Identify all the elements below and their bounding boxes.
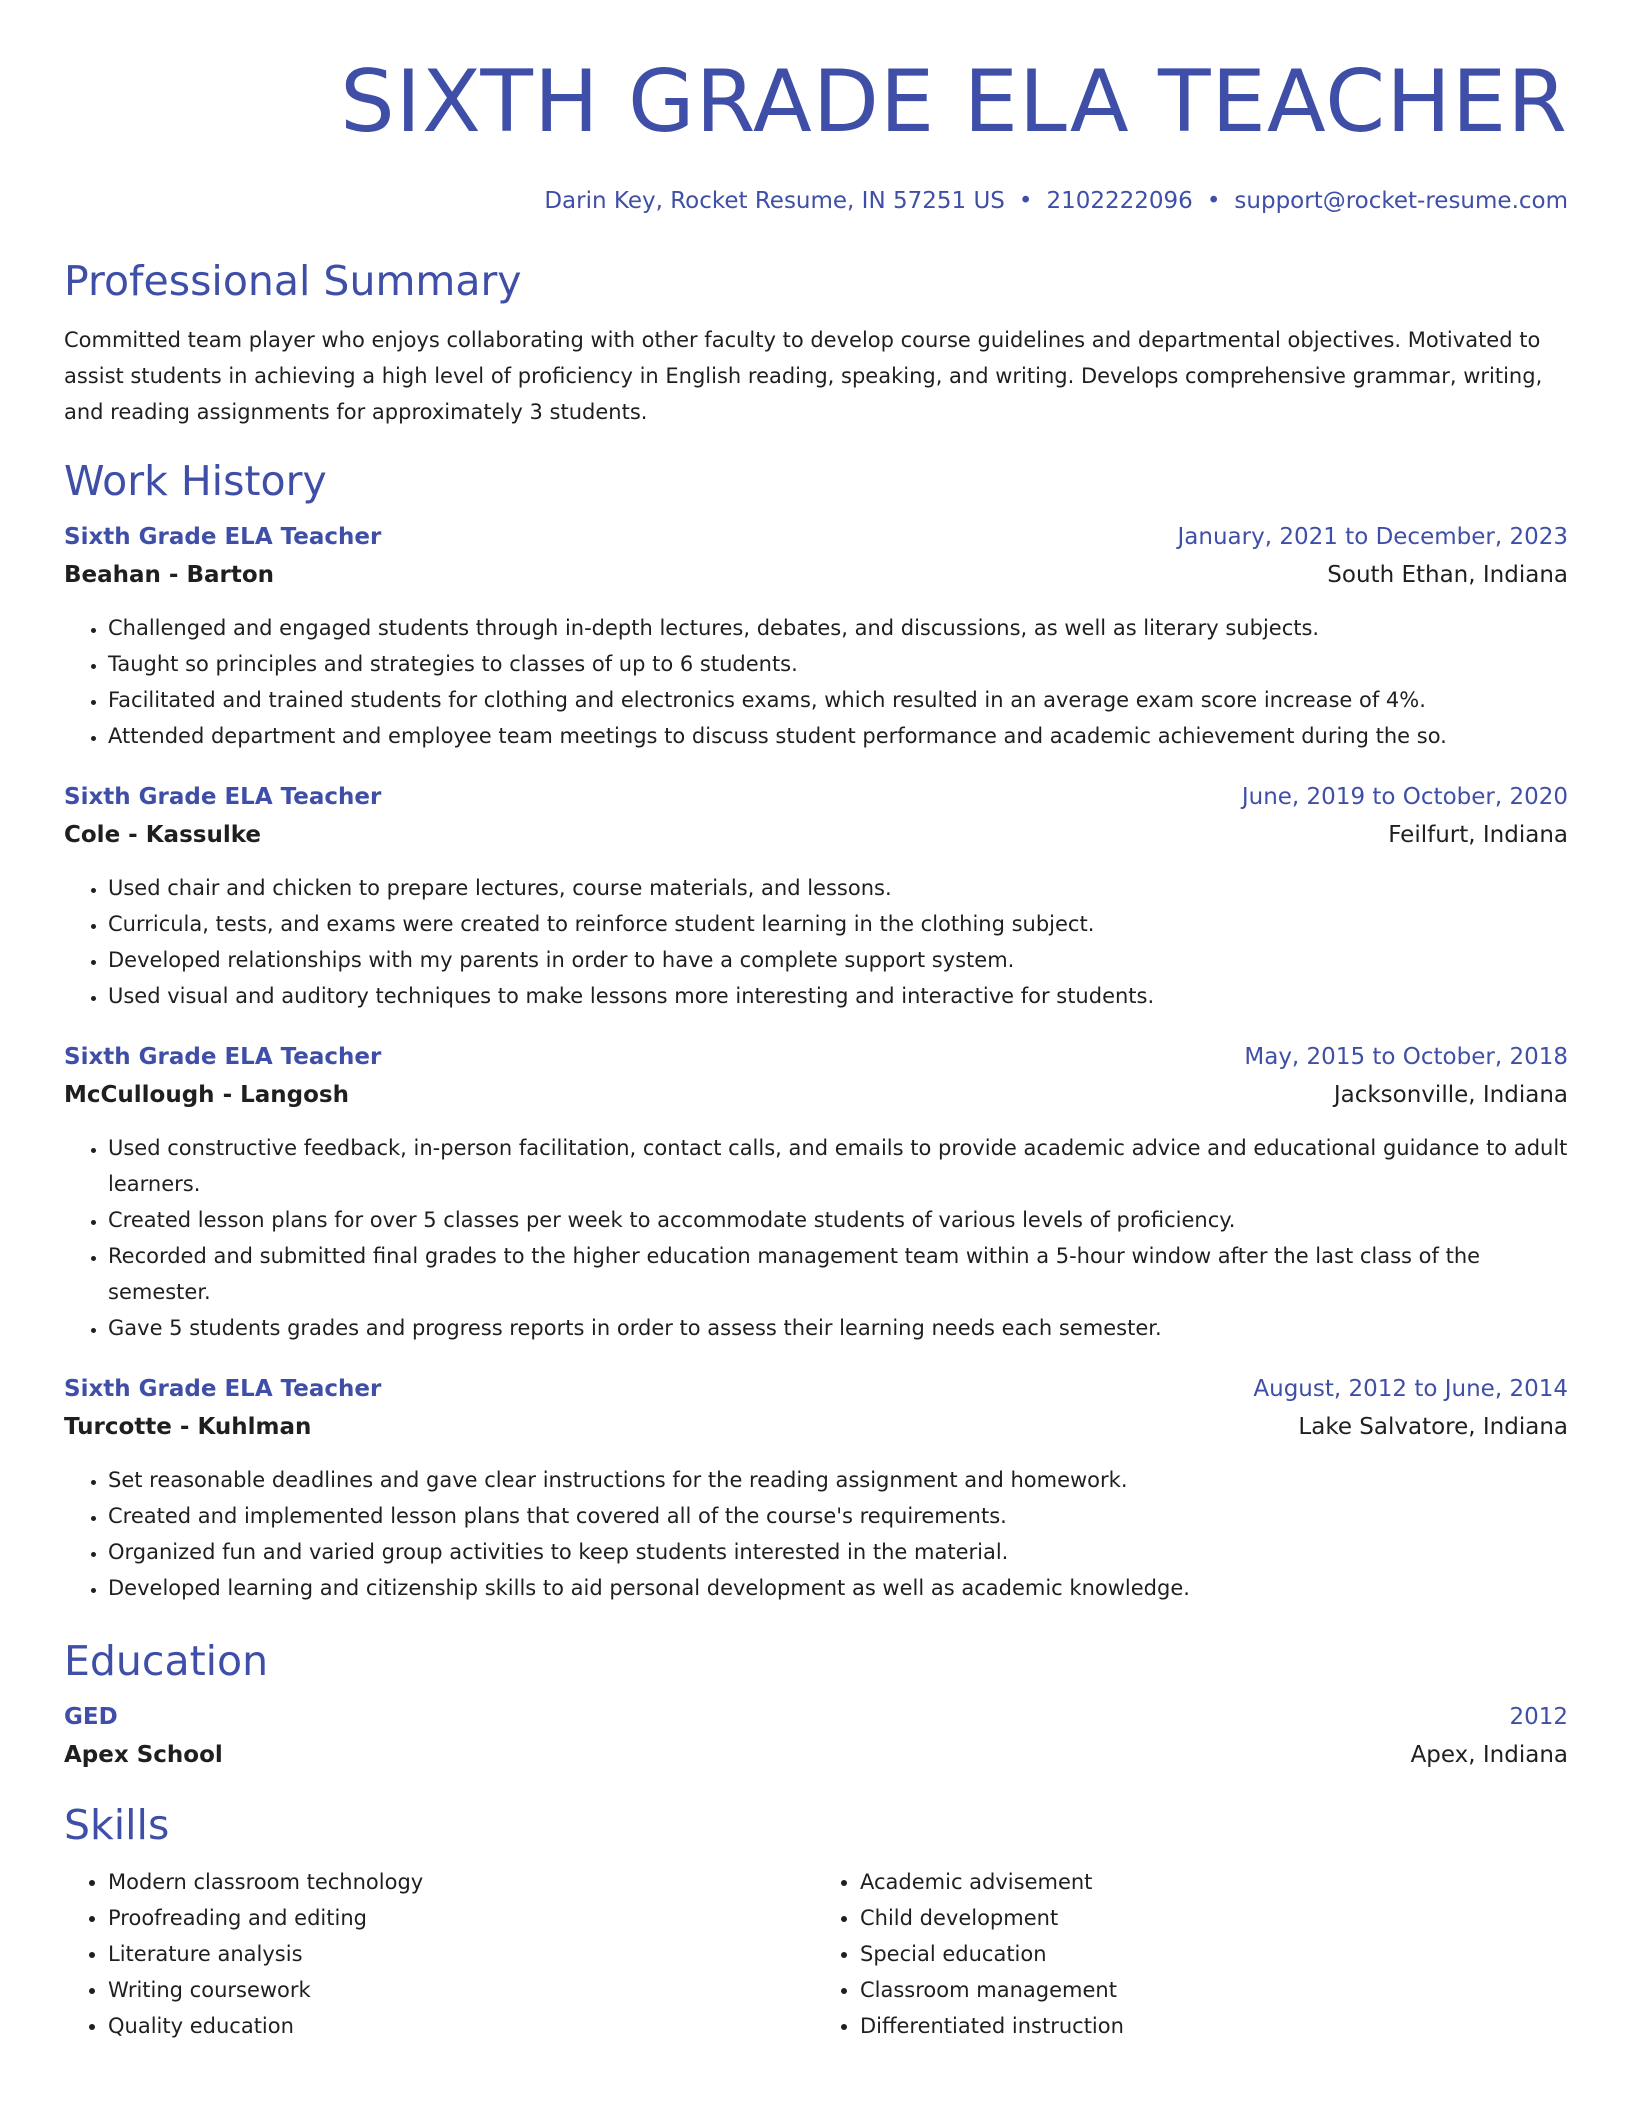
job-company: Cole - Kassulke	[64, 822, 261, 848]
contact-email: support@rocket-resume.com	[1234, 188, 1568, 214]
job-bullet: • Challenged and engaged students through in-depth lectures, debates, and discussions, as well as literary subjects.	[108, 610, 1568, 646]
contact-separator: •	[1018, 188, 1033, 214]
education-degree: GED	[64, 1704, 118, 1730]
education-school: Apex School	[64, 1742, 223, 1768]
job-bullet: • Set reasonable deadlines and gave clear instructions for the reading assignment and homework.	[108, 1462, 1568, 1498]
job-dates: May, 2015 to October, 2018	[1244, 1044, 1568, 1070]
job-company: Beahan - Barton	[64, 562, 275, 588]
contact-separator: •	[1206, 188, 1221, 214]
job-bullet: • Developed learning and citizenship skills to aid personal development as well as academic knowledge.	[108, 1570, 1568, 1606]
skills-column-right	[816, 1864, 1568, 2044]
job-bullets	[64, 1462, 1568, 1606]
job-bullet: • Facilitated and trained students for clothing and electronics exams, which resulted in an average exam score increase of 4%.	[108, 682, 1568, 718]
job-bullets	[64, 1130, 1568, 1346]
job-bullet: • Used visual and auditory techniques to make lessons more interesting and interactive for students.	[108, 978, 1568, 1014]
contact-address: Darin Key, Rocket Resume, IN 57251 US	[544, 188, 1005, 214]
job-entry	[64, 522, 1568, 754]
job-location: Feilfurt, Indiana	[1388, 822, 1568, 848]
job-bullet: • Developed relationships with my parents in order to have a complete support system.	[108, 942, 1568, 978]
contact-line	[64, 186, 1568, 216]
job-bullet: • Created and implemented lesson plans that covered all of the course's requirements.	[108, 1498, 1568, 1534]
skill-item: • Literature analysis	[108, 1936, 816, 1972]
contact-phone: 2102222096	[1046, 188, 1193, 214]
job-bullet: • Attended department and employee team meetings to discuss student performance and academic achievement during the so.	[108, 718, 1568, 754]
skills-heading: Skills	[64, 1801, 170, 1849]
job-bullet: • Created lesson plans for over 5 classes per week to accommodate students of various levels of proficiency.	[108, 1202, 1568, 1238]
skills-column-left	[64, 1864, 816, 2044]
skill-item: • Writing coursework	[108, 1972, 816, 2008]
job-bullet: • Used chair and chicken to prepare lectures, course materials, and lessons.	[108, 870, 1568, 906]
job-location: Lake Salvatore, Indiana	[1298, 1414, 1568, 1440]
job-bullet: • Organized fun and varied group activities to keep students interested in the material.	[108, 1534, 1568, 1570]
skill-item: • Quality education	[108, 2008, 816, 2044]
job-company: Turcotte - Kuhlman	[64, 1414, 312, 1440]
job-title: Sixth Grade ELA Teacher	[64, 1376, 382, 1402]
job-bullet: • Gave 5 students grades and progress reports in order to assess their learning needs each semester.	[108, 1310, 1568, 1346]
job-dates: June, 2019 to October, 2020	[1241, 784, 1568, 810]
skill-item: • Modern classroom technology	[108, 1864, 816, 1900]
job-location: Jacksonville, Indiana	[1333, 1082, 1568, 1108]
job-bullets	[64, 870, 1568, 1014]
resume-header	[64, 0, 1568, 216]
job-bullets	[64, 610, 1568, 754]
job-entry	[64, 782, 1568, 1014]
summary-heading: Professional Summary	[64, 257, 522, 305]
skill-item: • Academic advisement	[860, 1864, 1568, 1900]
job-title: Sixth Grade ELA Teacher	[64, 1044, 382, 1070]
job-bullet: • Taught so principles and strategies to classes of up to 6 students.	[108, 646, 1568, 682]
skills-list	[64, 1864, 1568, 2044]
skill-item: • Classroom management	[860, 1972, 1568, 2008]
job-location: South Ethan, Indiana	[1327, 562, 1568, 588]
job-bullet: • Used constructive feedback, in-person facilitation, contact calls, and emails to provide academic advice and educational guidance to adult learners.	[108, 1130, 1568, 1202]
skill-item: • Special education	[860, 1936, 1568, 1972]
job-dates: January, 2021 to December, 2023	[1177, 524, 1568, 550]
education-year: 2012	[1509, 1704, 1568, 1730]
job-title: Sixth Grade ELA Teacher	[64, 524, 382, 550]
education-heading: Education	[64, 1637, 269, 1685]
education-entry	[64, 1702, 1568, 1770]
job-entry	[64, 1042, 1568, 1346]
job-dates: August, 2012 to June, 2014	[1253, 1376, 1568, 1402]
job-bullet: • Curricula, tests, and exams were created to reinforce student learning in the clothing subject.	[108, 906, 1568, 942]
job-company: McCullough - Langosh	[64, 1082, 349, 1108]
resume-title: SIXTH GRADE ELA TEACHER	[340, 52, 1568, 152]
job-title: Sixth Grade ELA Teacher	[64, 784, 382, 810]
work-history-heading: Work History	[64, 457, 327, 505]
summary-text: Committed team player who enjoys collaborating with other faculty to develop course guidelines and departmental objectives. Motivated to assist students in achieving a high level of proficiency in English reading, speaking, and writing. Develops comprehensive grammar, writing, and reading assignments for approximately 3 students.	[64, 328, 1543, 424]
skill-item: • Proofreading and editing	[108, 1900, 816, 1936]
job-bullet: • Recorded and submitted final grades to the higher education management team within a 5-hour window after the last class of the semester.	[108, 1238, 1568, 1310]
skill-item: • Child development	[860, 1900, 1568, 1936]
education-location: Apex, Indiana	[1410, 1742, 1568, 1768]
skill-item: • Differentiated instruction	[860, 2008, 1568, 2044]
job-entry	[64, 1374, 1568, 1606]
